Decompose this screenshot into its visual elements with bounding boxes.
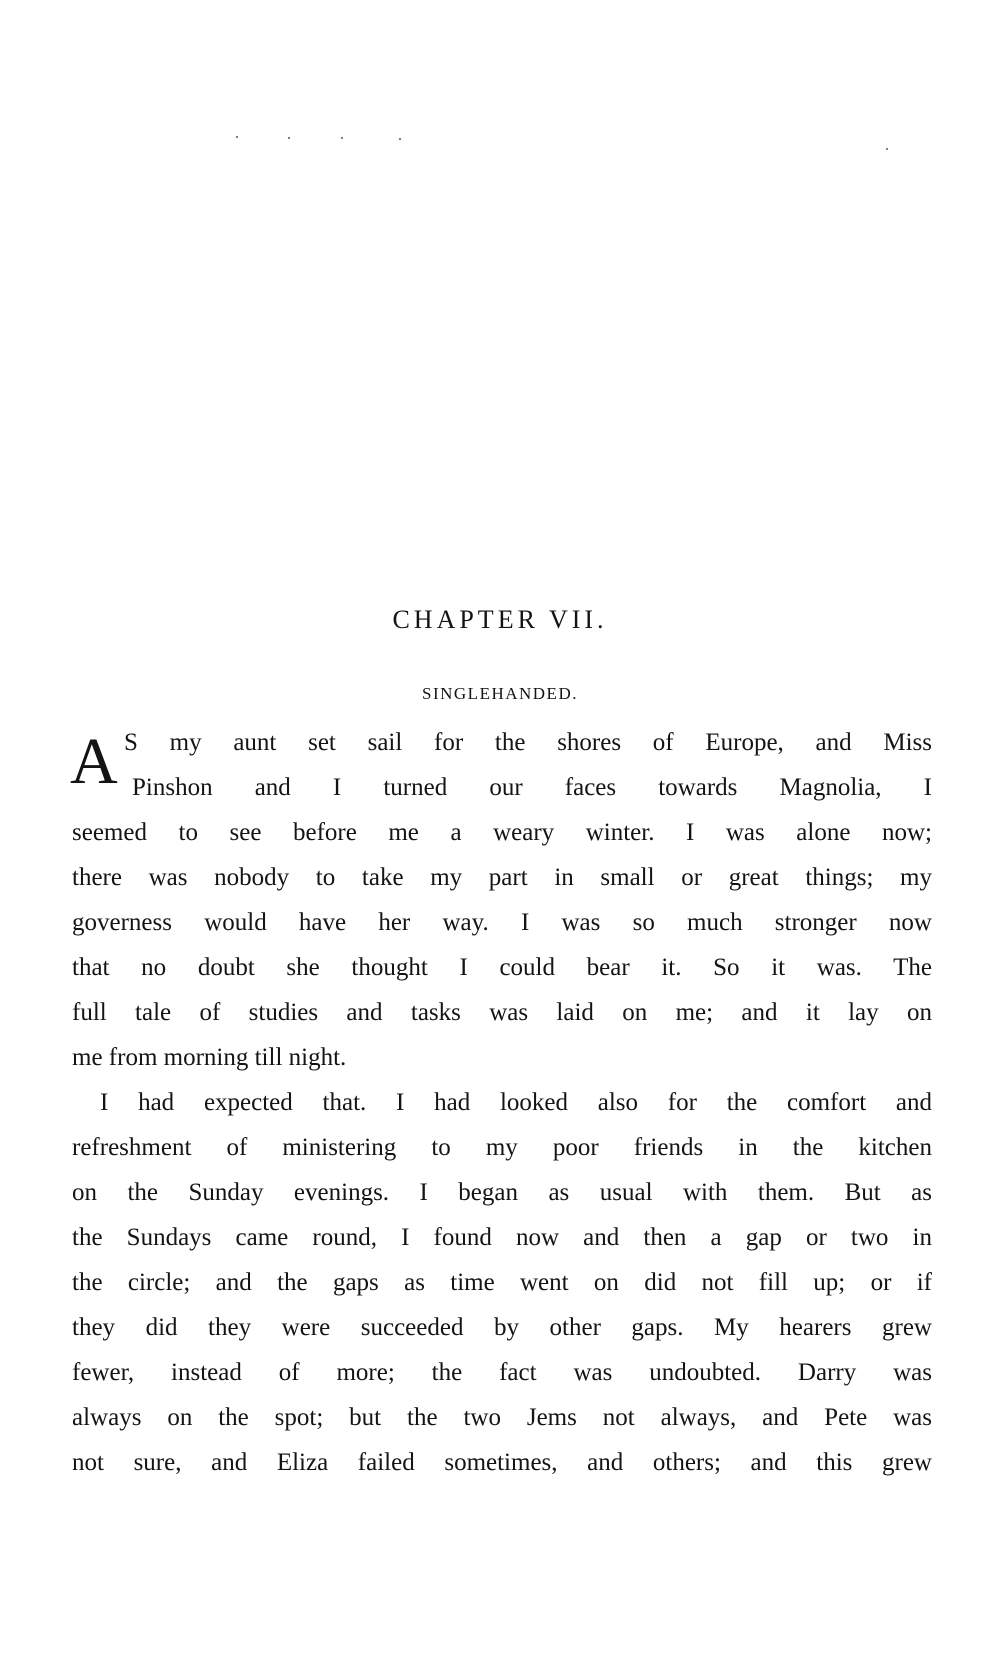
scan-speck (341, 137, 343, 139)
text-line: the circle; and the gaps as time went on did not fill up; or if (72, 1269, 932, 1296)
text-line: I had expected that. I had looked also for the comfort and (100, 1089, 932, 1116)
drop-cap: A (70, 725, 118, 798)
text-line: full tale of studies and tasks was laid on me; and it lay on (72, 999, 932, 1026)
scan-speck (288, 137, 290, 139)
text-line: they did they were succeeded by other gaps. My hearers grew (72, 1314, 932, 1341)
text-line: on the Sunday evenings. I began as usual with them. But as (72, 1179, 932, 1206)
scan-speck (886, 148, 888, 150)
text-line: Pinshon and I turned our faces towards Magnolia, I (132, 774, 932, 801)
chapter-heading: CHAPTER VII. (392, 605, 608, 634)
chapter-subtitle: SINGLEHANDED. (422, 684, 578, 703)
text-line: me from morning till night. (72, 1044, 347, 1071)
text-line: S my aunt set sail for the shores of Europe, and Miss (124, 729, 932, 756)
text-line: governess would have her way. I was so much stronger now (72, 909, 932, 936)
text-line: always on the spot; but the two Jems not always, and Pete was (72, 1404, 932, 1431)
text-line: there was nobody to take my part in small or great things; my (72, 864, 932, 891)
text-line: that no doubt she thought I could bear it. So it was. The (72, 954, 932, 981)
text-line: seemed to see before me a weary winter. I was alone now; (72, 819, 932, 846)
text-line: refreshment of ministering to my poor friends in the kitchen (72, 1134, 932, 1161)
text-line: not sure, and Eliza failed sometimes, and others; and this grew (72, 1449, 932, 1476)
scan-specks (0, 0, 1000, 200)
text-line: the Sundays came round, I found now and then a gap or two in (72, 1224, 932, 1251)
scan-speck (399, 138, 401, 140)
scan-speck (236, 136, 238, 138)
text-line: fewer, instead of more; the fact was undoubted. Darry was (72, 1359, 932, 1386)
